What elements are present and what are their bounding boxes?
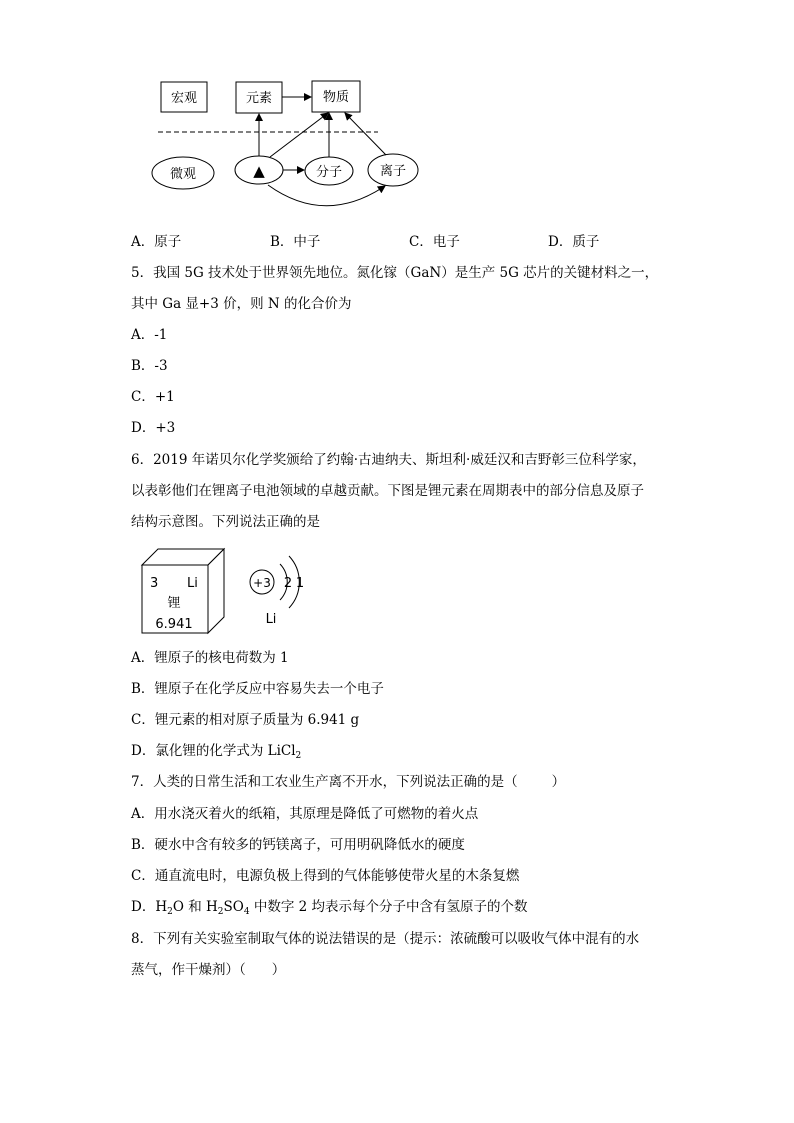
q4-option-a: A．原子 [131, 234, 182, 250]
element-name: 锂 [167, 596, 181, 611]
q5-option-d: D．+3 [131, 420, 176, 436]
micro-label: 微观 [169, 167, 197, 182]
element-label: 元素 [245, 91, 273, 106]
atomic-number: 3 [150, 576, 159, 591]
arrow-ion-to-substance [345, 113, 386, 155]
q8-stem-line2-text: 蒸气，作干燥剂）（ [131, 962, 246, 978]
q7-d-part2: O 和 H [172, 899, 218, 915]
q7-d-part4: 中数字 2 均表示每个分子中含有氢原子的个数 [249, 899, 528, 915]
q5-option-c: C．+1 [131, 389, 175, 405]
q6-stem-line1: 6．2019 年诺贝尔化学奖颁给了约翰·古迪纳夫、斯坦利·威廷汉和吉野彰三位科学家， [131, 452, 646, 468]
q4-option-b: B．中子 [270, 234, 321, 250]
q4-option-d: D．质子 [548, 234, 600, 250]
q6-option-c: C．锂元素的相对原子质量为 6.941 g [131, 712, 360, 728]
q6-option-a: A．锂原子的核电荷数为 1 [131, 650, 289, 666]
q6-stem-line3: 结构示意图。下列说法正确的是 [131, 514, 320, 530]
q5-stem-line1: 5．我国 5G 技术处于世界领先地位。氮化镓（GaN）是生产 5G 芯片的关键材料之一， [131, 265, 659, 281]
q6-option-d-subscript: 2 [295, 751, 302, 761]
atom-label: Li [265, 612, 277, 627]
q8-stem-close: ） [271, 962, 286, 978]
unknown-particle-symbol: ▲ [253, 162, 265, 180]
substance-label: 物质 [322, 90, 350, 105]
q5-option-b: B．-3 [131, 358, 168, 374]
shell1-electrons: 2 [283, 576, 293, 591]
q5-stem-line2: 其中 Ga 显+3 价，则 N 的化合价为 [131, 296, 352, 312]
q6-option-b: B．锂原子在化学反应中容易失去一个电子 [131, 681, 384, 697]
q7-stem-text: 7．人类的日常生活和工农业生产离不开水，下列说法正确的是（ [131, 774, 518, 790]
macro-micro-diagram [140, 76, 430, 218]
ion-label: 离子 [379, 164, 407, 179]
q6-option-d [131, 742, 301, 760]
q7-d-part1: D．H [131, 899, 168, 915]
q7-d-sub2: 2 [217, 907, 224, 917]
q7-option-a: A．用水浇灭着火的纸箱，其原理是降低了可燃物的着火点 [131, 806, 479, 822]
q7-option-b: B．硬水中含有较多的钙镁离子，可用明矾降低水的硬度 [131, 837, 465, 853]
lithium-figure [138, 545, 318, 640]
q8-stem-line1: 8．下列有关实验室制取气体的说法错误的是（提示：浓硫酸可以吸收气体中混有的水 [131, 931, 640, 947]
arrow-unknown-to-ion [268, 185, 385, 206]
q7-d-sub1: 2 [167, 907, 173, 917]
q7-d-sub3: 4 [243, 907, 250, 917]
element-symbol: Li [187, 576, 198, 591]
q6-stem-line2: 以表彰他们在锂离子电池领域的卓越贡献。下图是锂元素在周期表中的部分信息及原子 [131, 483, 644, 499]
nuclear-charge: +3 [253, 576, 271, 590]
q7-stem [131, 773, 565, 791]
q7-option-d [131, 898, 528, 916]
q4-option-c: C．电子 [409, 234, 460, 250]
molecule-label: 分子 [315, 165, 343, 180]
q7-option-c: C．通直流电时，电源负极上得到的气体能够使带火星的木条复燃 [131, 868, 520, 884]
shell2-electrons: 1 [295, 576, 305, 591]
q5-option-a: A．-1 [131, 327, 168, 343]
macro-label: 宏观 [170, 91, 198, 106]
q6-option-d-text: D．氯化锂的化学式为 LiCl [131, 743, 296, 759]
atomic-mass: 6.941 [155, 617, 193, 632]
q7-stem-close: ） [551, 774, 566, 790]
q8-stem-line2 [131, 961, 285, 979]
q7-d-part3: SO [223, 899, 244, 915]
arrow-unknown-to-substance [270, 113, 328, 157]
